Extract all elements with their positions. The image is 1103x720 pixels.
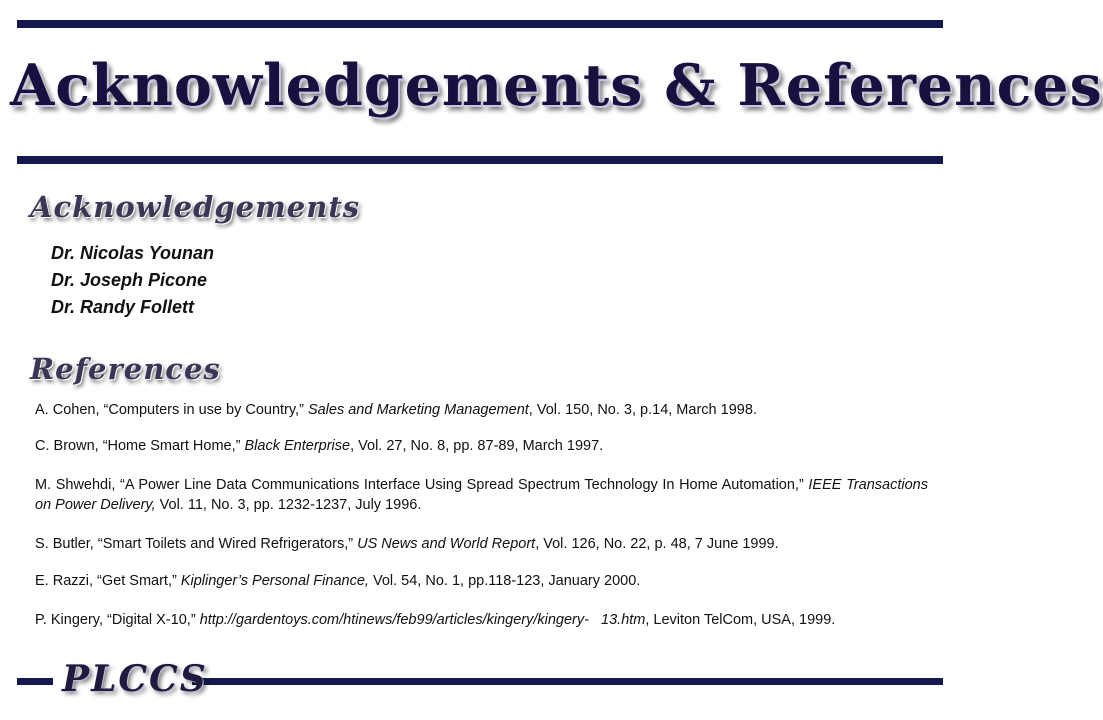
plccs-logo: PLCCS [62, 658, 208, 700]
reference-item [35, 436, 928, 456]
reference-article: “Digital X-10,” [107, 612, 196, 628]
reference-source: IEEE Transactions on Power Delivery, [35, 477, 928, 513]
reference-author: M. Shwehdi, [35, 477, 120, 493]
reference-author: E. Razzi, [35, 573, 98, 589]
acknowledged-person: Dr. Randy Follett [51, 297, 195, 317]
references-heading: References [30, 352, 221, 386]
reference-author: A. Cohen, [35, 402, 104, 418]
reference-source: US News and World Report [357, 536, 536, 552]
reference-article: “Computers in use by Country,” [103, 402, 304, 418]
reference-item [35, 475, 928, 515]
acknowledged-person: Dr. Nicolas Younan [51, 243, 215, 263]
reference-source: Sales and Marketing Management [307, 402, 529, 418]
reference-item [35, 400, 928, 420]
reference-article: “Smart Toilets and Wired Refrigerators,” [97, 536, 354, 552]
reference-details: , Vol. 126, No. 22, p. 48, 7 June 1999. [535, 536, 779, 552]
acknowledgements-list [51, 240, 214, 321]
footer-rule-right [192, 678, 943, 685]
reference-details: Vol. 11, No. 3, pp. 1232-1237, July 1996. [155, 497, 422, 513]
reference-article: “Home Smart Home,” [102, 438, 241, 454]
reference-item [35, 534, 928, 554]
reference-details: , Vol. 27, No. 8, pp. 87-89, March 1997. [350, 438, 604, 454]
page-title: Acknowledgements & References [10, 52, 1103, 119]
title-underline-rule [17, 156, 943, 164]
reference-article: “A Power Line Data Communications Interface Using Spread Spectrum Technology In Home Automation,” [120, 477, 804, 493]
reference-details: , Leviton TelCom, USA, 1999. [645, 612, 836, 628]
reference-source: Kiplinger’s Personal Finance, [180, 573, 369, 589]
reference-source: Black Enterprise [244, 438, 351, 454]
reference-author: C. Brown, [35, 438, 103, 454]
reference-author: P. Kingery, [35, 612, 108, 628]
footer-rule-left [17, 678, 53, 685]
reference-url[interactable]: http://gardentoys.com/htinews/feb99/articles/kingery/kingery- 13.htm [199, 612, 646, 628]
reference-item [35, 571, 928, 591]
reference-details: Vol. 54, No. 1, pp.118-123, January 2000. [368, 573, 641, 589]
reference-author: S. Butler, [35, 536, 98, 552]
acknowledged-person: Dr. Joseph Picone [51, 270, 208, 290]
reference-details: , Vol. 150, No. 3, p.14, March 1998. [528, 402, 757, 418]
reference-article: “Get Smart,” [97, 573, 177, 589]
top-rule [17, 20, 943, 28]
acknowledgements-heading: Acknowledgements [30, 190, 361, 224]
reference-item [35, 610, 928, 630]
